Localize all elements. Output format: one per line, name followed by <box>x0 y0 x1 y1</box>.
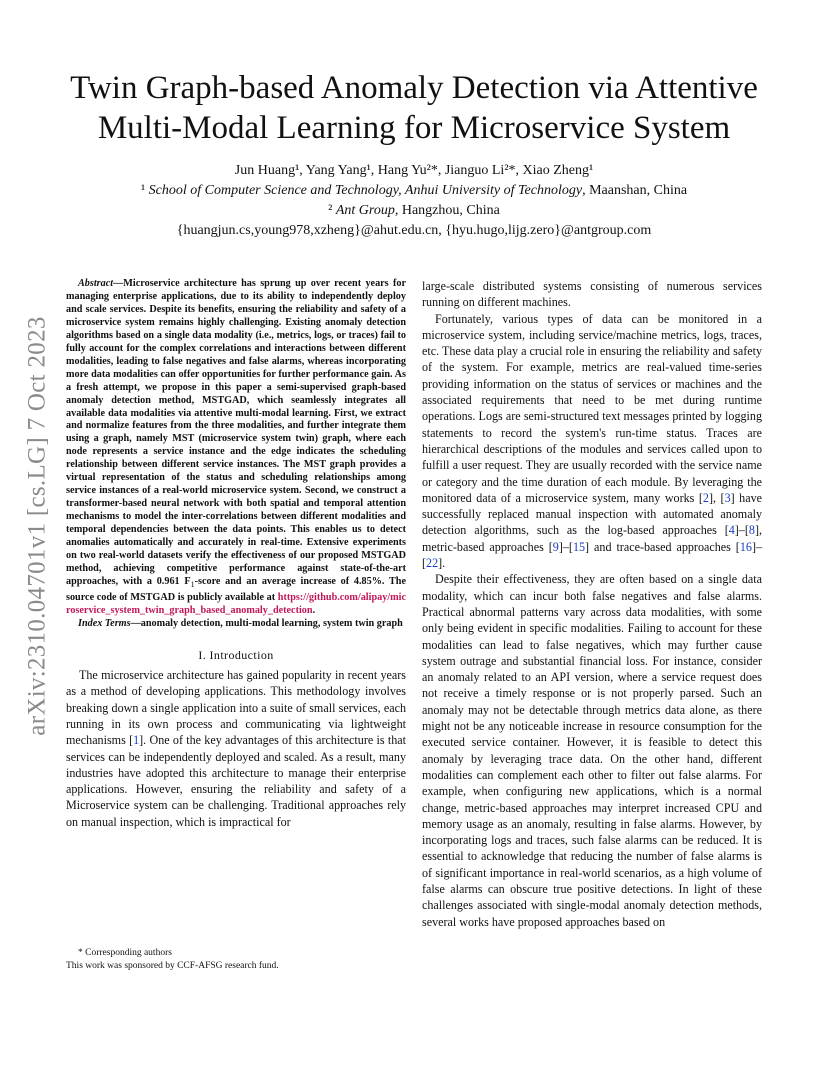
intro-paragraph-1 <box>66 667 406 830</box>
paper-title <box>40 68 788 148</box>
affil1-city: , Maanshan, China <box>582 183 688 198</box>
right-paragraph-2: Despite their effectiveness, they are often based on a single data modality, which can incur both false negatives and false alarms. Practical abnormal patterns vary across data modalities, with some only being evident in specific modalities. Failing to account for these modalities can lead to false negatives, which may further cause system outrage and substantial financial loss. For instance, consider an anomaly related to an API version, where a service request does not receive a timely response or is not properly parsed. Such an anomaly may not be detectable through metrics data alone, as there might not be any noticeable increase in resource consumption for the executed service container. However, it is feasible to detect this anomaly by leveraging trace data. On the other hand, different modalities can complement each other to filter out false alarms. For example, when configuring new applications, which is a normal change, metric-based approaches may interpret increased CPU and memory usage as an anomaly, resulting in false alarms. However, by incorporating logs and traces, such false alarms can be reduced. It is essential to acknowledge that reducing the number of false alarms is of significant importance in real-world scenarios, as a high volume of false alarms can obscure true positive detections. In light of these challenges associated with single-modal anomaly detection methods, several works have proposed approaches based on <box>422 572 762 929</box>
rp1-f: ]–[ <box>558 539 573 554</box>
author-emails: {huangjun.cs,young978,xzheng}@ahut.edu.cn, {hyu.hugo,lijg.zero}@antgroup.com <box>176 223 652 238</box>
abstract-text-2: -score and an average increase of 4.85%. The source code of MSTGAD is publicly available at <box>66 575 406 603</box>
affiliation-2 <box>40 201 788 221</box>
author-block <box>40 161 788 241</box>
abstract-label: Abstract <box>78 278 114 289</box>
index-terms-text: —anomaly detection, multi-modal learning, system twin graph <box>130 617 403 629</box>
rp1-b: ], [ <box>708 490 725 505</box>
rp1-a: Fortunately, various types of data can be monitored in a microservice system, including service/machine metrics, logs, traces, etc. These data play a crucial role in ensuring the reliability and safety of the system. For example, metrics are real-valued time-series providing information on the status of services or machines and the associated requirements that need to be met during runtime operations. Logs are semi-structured text messages printed by logging statements to record the system's run-time status. Traces are hierarchical descriptions of the modules and services called upon to fulfill a user request. They are usually recorded with the service name or category and the time duration of each module. By leveraging the monitored data of a microservice system, many works [ <box>422 311 762 505</box>
section-heading: I. Introduction <box>198 647 274 662</box>
abstract-text: —Microservice architecture has sprung up over recent years for managing enterprise applications, due to its ability to independently deploy and scale services. Despite its benefits, ensuring the reliability and safety of a microservice system remains highly challenging. Existing anomaly detection algorithms based on a single data modality (i.e., metrics, logs, or traces) fail to fully account for the complex correlations and interactions between different modalities, leading to false negatives and false alarms, whereas incorporating more data modalities can offer opportunities for further performance gain. As a fresh attempt, we propose in this paper a semi-supervised graph-based anomaly detection method, MSTGAD, which seamlessly integrates all available data modalities via attentive multi-modal learning. First, we extract and normalize features from the three modalities, and further integrate them using a graph, namely MST (microservice system twin) graph, where each node represents a service instance and the edge indicates the scheduling relationship between different service instances. The MST graph provides a virtual representation of the status and scheduling relationships among service instances of a real-world microservice system. Second, we construct a transformer-based neural network with both spatial and temporal attention mechanisms to model the inter-correlations between different modalities and temporal dependencies between the data points. This enables us to detect anomalies automatically and accurately in real-time. Extensive experiments on two real-world datasets verify the effectiveness of our proposed MSTGAD method, achieving competitive performance against state-of-the-art approaches, with a 0.961 F <box>66 278 406 587</box>
title-line-2: Multi-Modal Learning for Microservice System <box>97 110 731 146</box>
rp1-g: ] and trace-based approaches [ <box>585 539 740 554</box>
citation-link[interactable]: 9 <box>552 539 559 554</box>
affil2-city: , Hangzhou, China <box>394 203 500 218</box>
affiliation-1 <box>40 181 788 201</box>
abstract-subscript: 1 <box>190 579 195 589</box>
footnote-funding: This work was sponsored by CCF-AFSG research fund. <box>66 960 279 971</box>
affil2-org: Ant Group <box>335 203 395 218</box>
rp1-c: ] have successfully replaced manual inspection with automated anomaly detection algorithms, such as the log-based approaches [ <box>422 490 762 538</box>
right-column <box>422 278 762 930</box>
right-paragraph-1 <box>422 311 762 572</box>
index-terms <box>66 618 406 631</box>
citation-link[interactable]: 22 <box>426 556 439 571</box>
citation-link[interactable]: 15 <box>572 539 586 554</box>
title-line-1: Twin Graph-based Anomaly Detection via Attentive <box>70 70 758 106</box>
abstract <box>66 278 406 618</box>
intro-p1-text-b: ]. One of the key advantages of this architecture is that services can be independently deployed and scaled. As a result, many industries have adopted this architecture to manage their enterprise applications. However, ensuring the reliability and safety of a Microservice system can be challenging. Traditional approaches rely on manual inspection, which is impractical for <box>66 733 406 829</box>
affil1-num: ¹ <box>140 183 146 198</box>
citation-link[interactable]: 2 <box>702 490 709 505</box>
left-column <box>66 278 406 830</box>
arxiv-id-text: arXiv:2310.04701v1 [cs.LG] 7 Oct 2023 <box>24 316 51 736</box>
intro-p1-text-a: The microservice architecture has gained popularity in recent years as a method of developing applications. This methodology involves breaking down a single application into a suite of small services, each running in its own process and communicating via lightweight mechanisms [ <box>66 668 406 748</box>
author-list: Jun Huang¹, Yang Yang¹, Hang Yu²*, Jianguo Li²*, Xiao Zheng¹ <box>234 163 594 178</box>
right-paragraph-0: large-scale distributed systems consisting of numerous services running on different machines. <box>422 279 762 310</box>
index-terms-label: Index Terms <box>78 617 131 629</box>
rp1-i: ]. <box>438 556 446 571</box>
rp1-h: ]–[ <box>422 539 763 571</box>
citation-link[interactable]: 1 <box>133 733 140 748</box>
citation-link[interactable]: 16 <box>739 539 752 554</box>
footnote-corresponding: * Corresponding authors <box>78 948 172 958</box>
footnotes <box>66 947 406 972</box>
citation-link[interactable]: 3 <box>724 490 731 505</box>
arxiv-identifier <box>18 296 58 756</box>
affil2-num: ² <box>328 203 333 218</box>
rp1-d: ]–[ <box>734 523 749 538</box>
citation-link[interactable]: 8 <box>748 523 755 538</box>
rp1-e: ], metric-based approaches [ <box>422 523 762 554</box>
abstract-end: . <box>312 604 316 616</box>
affil1-dept: School of Computer Science and Technology, Anhui University of Technology <box>148 183 583 198</box>
citation-link[interactable]: 4 <box>728 523 735 538</box>
github-link[interactable]: https://github.com/alipay/microservice_system_twin_graph_based_anomaly_detection <box>66 591 406 616</box>
